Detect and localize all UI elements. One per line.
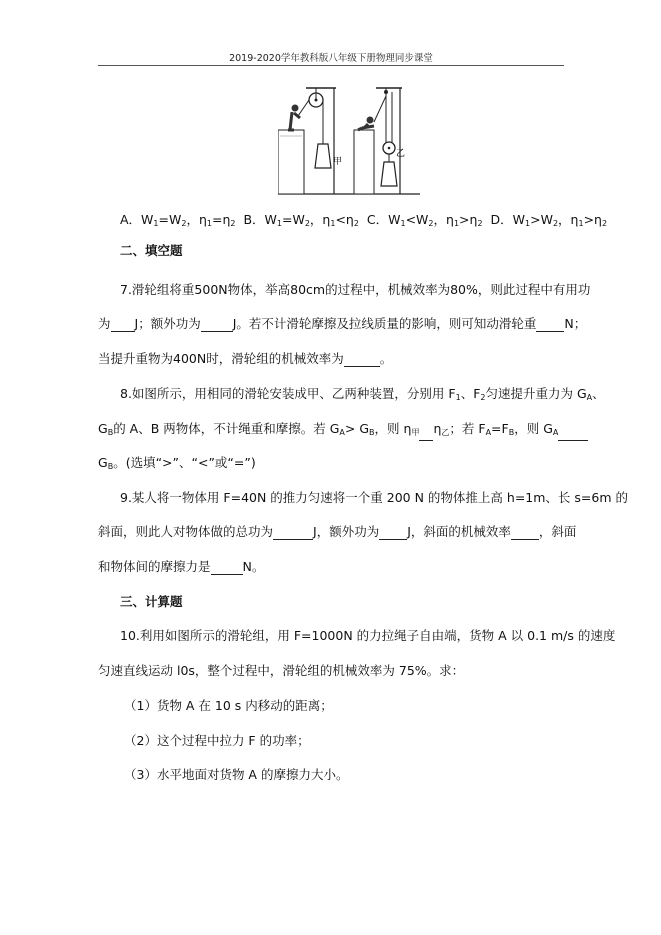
q10-part2: （2）这个过程中拉力 F 的功率； bbox=[124, 733, 310, 748]
blank[interactable] bbox=[558, 428, 588, 441]
q8-line1: 8.如图所示，用相同的滑轮安装成甲、乙两种装置，分别用 $F_1$、$F_2$匀速提升重力为 $G_A$、 bbox=[120, 386, 605, 402]
blank[interactable] bbox=[111, 319, 135, 332]
blank[interactable] bbox=[211, 562, 243, 575]
page-header: 2019-2020学年教科版八年级下册物理同步课堂 bbox=[229, 53, 433, 64]
q9-line2: 斜面，则此人对物体做的总功为 J，额外功为 J，斜面的机械效率 ，斜面 bbox=[98, 524, 577, 539]
q8-line2: $G_B$的 A、B 两物体，不计绳重和摩擦。若 $G_A> G_B$，则 $\eta_甲$ $\eta_乙$；若 $F_A=F_B$，则 $G_A$ bbox=[98, 421, 568, 441]
weight-a bbox=[315, 144, 331, 168]
q10-part1: （1）货物 A 在 10 s 内移动的距离； bbox=[124, 698, 333, 713]
header-rule bbox=[98, 65, 564, 66]
label-jia: 甲 bbox=[333, 157, 343, 167]
q9-line1: 9.某人将一物体用 F=40N 的推力匀速将一个重 200 N 的物体推上高 h=1m、长 s=6m 的 bbox=[120, 490, 628, 505]
blank[interactable] bbox=[419, 428, 433, 441]
weight-b bbox=[381, 162, 397, 186]
blank[interactable] bbox=[379, 527, 407, 540]
q7-line2: 为 J；额外功为 J。若不计滑轮摩擦及拉线质量的影响，则可知动滑轮重 N； bbox=[98, 316, 587, 331]
q7-line1: 7.滑轮组将重500N物体，举高80cm的过程中，机械效率为80%，则此过程中有用功 bbox=[120, 282, 591, 297]
blank[interactable] bbox=[273, 527, 313, 540]
q7-line3: 当提升重物为400N时，滑轮组的机械效率为 。 bbox=[98, 351, 393, 366]
q8-line3: $G_B$。(选填“>”、“<”或“=”) bbox=[98, 455, 256, 471]
blank[interactable] bbox=[511, 527, 539, 540]
q10-line2: 匀速直线运动 l0s，整个过程中，滑轮组的机械效率为 75%。求： bbox=[98, 663, 465, 678]
q10-line1: 10.利用如图所示的滑轮组，用 F=1000N 的力拉绳子自由端，货物 A 以 0.1 m/s 的速度 bbox=[120, 628, 616, 643]
q10-part3: （3）水平地面对货物 A 的摩擦力大小。 bbox=[124, 767, 349, 782]
pulley-figure bbox=[278, 86, 420, 198]
q9-line3: 和物体间的摩擦力是 N。 bbox=[98, 559, 265, 574]
section-fill-title: 二、填空题 bbox=[120, 243, 183, 258]
person-icon bbox=[292, 105, 299, 112]
blank[interactable] bbox=[536, 319, 564, 332]
blank[interactable] bbox=[344, 354, 380, 367]
label-yi: 乙 bbox=[396, 149, 406, 159]
options-line: A．$W_1=W_2$，$\eta_1=\eta_2$ B．$W_1=W_2$，$\eta_1<\eta_2$ C．$W_1<W_2$，$\eta_1>\eta_2$ D．$W_1>W_2$，$\eta_1>\eta_2$ bbox=[120, 212, 608, 228]
person-icon bbox=[367, 117, 374, 124]
blank[interactable] bbox=[201, 319, 233, 332]
section-calc-title: 三、计算题 bbox=[120, 594, 183, 609]
